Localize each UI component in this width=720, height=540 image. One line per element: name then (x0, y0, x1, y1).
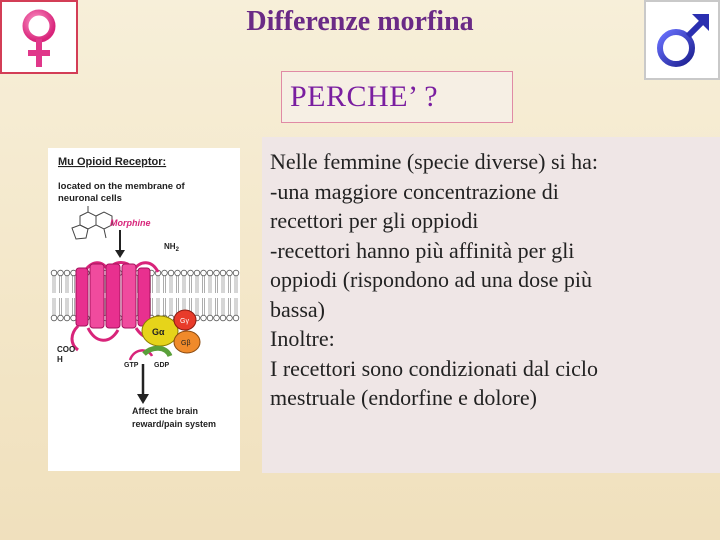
morphine-arrowhead (115, 250, 125, 258)
nh2-label: $NH_2$ (164, 242, 179, 253)
body-line: bassa) (270, 296, 325, 322)
body-line: I recettori sono condizionati dal ciclo (270, 355, 599, 381)
body-text-box (262, 137, 720, 473)
lipid-tail (164, 298, 166, 315)
lipid-tail (60, 276, 62, 293)
lipid-head (233, 270, 239, 276)
lipid-tail (170, 276, 172, 293)
lipid-tail (229, 298, 231, 315)
lipid-tail (190, 276, 192, 293)
lipid-tail (73, 298, 75, 315)
body-line: -una maggiore concentrazione di (270, 178, 559, 204)
morphine-molecule (72, 206, 112, 239)
g-gamma-label: Gγ (180, 318, 189, 325)
lipid-head (233, 315, 239, 321)
lipid-tail (203, 276, 205, 293)
lipid-head (201, 270, 207, 276)
lipid-tail (151, 276, 153, 293)
lipid-head (220, 270, 226, 276)
lipid-tail (229, 276, 231, 293)
lipid-head (162, 270, 168, 276)
lipid-head (71, 315, 77, 321)
gtp-label: GTP (124, 362, 139, 369)
female-symbol-icon (2, 2, 76, 72)
g-alpha-label: Gα (152, 327, 165, 337)
lipid-tail (157, 276, 159, 293)
lipid-head (227, 315, 233, 321)
effect-label-line1: Affect the brain (132, 406, 199, 416)
effect-label-line2: reward/pain system (132, 419, 217, 429)
lipid-tail (177, 276, 179, 293)
question-text: PERCHE’ ? (290, 80, 439, 113)
body-line: Nelle femmine (specie diverse) si ha: (270, 149, 599, 174)
lipid-head (194, 270, 200, 276)
lipid-head (64, 315, 70, 321)
coo-label-line1: COO (57, 345, 76, 354)
receptor-figure (48, 148, 240, 471)
lipid-head (188, 270, 194, 276)
lipid-head (71, 270, 77, 276)
figure-subtitle-line1: located on the membrane of (58, 181, 185, 192)
receptor-diagram (48, 148, 240, 471)
lipid-tail (235, 276, 237, 293)
lipid-tail (60, 298, 62, 315)
lipid-tail (196, 298, 198, 315)
figure-subtitle-line2: neuronal cells (58, 193, 122, 204)
lipid-tail (53, 276, 55, 293)
body-line: Inoltre: (270, 326, 335, 351)
lipid-tail (157, 298, 159, 315)
body-line: mestruale (endorfine e dolore) (270, 385, 537, 410)
lipid-tail (216, 298, 218, 315)
morphine-label: Morphine (110, 218, 151, 228)
gdp-label: GDP (154, 362, 170, 369)
page-title: Differenze morfina (246, 6, 474, 37)
female-symbol-box (0, 0, 78, 74)
lipid-tail (170, 298, 172, 315)
question-callout (281, 71, 513, 123)
lipid-tail (73, 276, 75, 293)
lipid-head (227, 270, 233, 276)
lipid-tail (66, 298, 68, 315)
lipid-head (201, 315, 207, 321)
lipid-head (214, 270, 220, 276)
coo-label-line2: H (57, 355, 63, 364)
lipid-tail (216, 276, 218, 293)
lipid-tail (235, 298, 237, 315)
lipid-head (181, 270, 187, 276)
body-line: recettori per gli oppiodi (270, 208, 479, 233)
body-line: -recettori hanno più affinità per gli (270, 237, 575, 263)
g-beta-label: Gβ (181, 340, 191, 347)
male-symbol-icon (646, 2, 718, 78)
lipid-tail (203, 298, 205, 315)
lipid-head (207, 270, 213, 276)
lipid-head (175, 270, 181, 276)
body-line: oppiodi (rispondono ad una dose più (270, 267, 593, 292)
figure-title: Mu Opioid Receptor: (58, 156, 167, 168)
lipid-head (168, 270, 174, 276)
lipid-tail (209, 298, 211, 315)
lipid-tail (222, 276, 224, 293)
lipid-head (207, 315, 213, 321)
lipid-head (214, 315, 220, 321)
lipid-head (58, 270, 64, 276)
lipid-head (51, 315, 57, 321)
lipid-head (51, 270, 57, 276)
lipid-tail (164, 276, 166, 293)
lipid-tail (66, 276, 68, 293)
effect-arrowhead (137, 394, 149, 404)
male-symbol-box (644, 0, 720, 80)
lipid-head (58, 315, 64, 321)
lipid-tail (209, 276, 211, 293)
lipid-head (220, 315, 226, 321)
lipid-tail (53, 298, 55, 315)
lipid-tail (151, 298, 153, 315)
lipid-tail (196, 276, 198, 293)
lipid-head (64, 270, 70, 276)
lipid-tail (183, 276, 185, 293)
lipid-tail (222, 298, 224, 315)
